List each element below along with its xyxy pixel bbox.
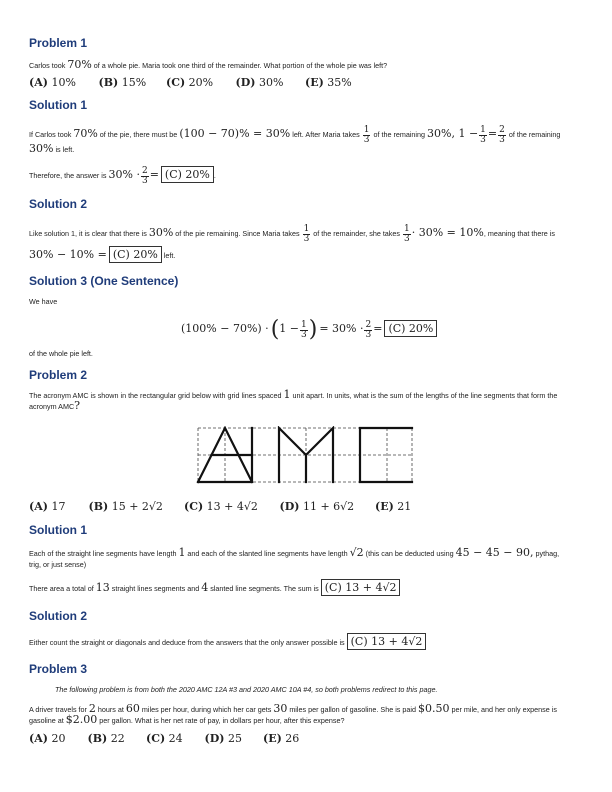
choice-d: (D) 11 + 6√2	[279, 500, 355, 513]
solution-3-display-math: (100% − 70%) · (1 − $\frac{1}{3}$ ) = 30% · $\frac{2}{3}$ = (C) 20%	[181, 314, 437, 345]
p2-solution-2-line: Either count the straight or diagonals and deduce from the answers that the only answer possible is (C) 13 + 4√2	[29, 633, 426, 651]
fraction-two-thirds: $\frac{2}{3}$	[499, 124, 505, 145]
choice-b: (B) 15%	[98, 76, 147, 89]
problem-2-choices	[29, 500, 411, 513]
problem-3-statement-line-2: gasoline at $2.00 per gallon. What is her net rate of pay, in dollars per hour, after this expense?	[29, 713, 345, 726]
choice-b: (B) 15 + 2√2	[88, 500, 163, 513]
choice-a: (A) 20	[29, 732, 66, 745]
choice-b: (B) 22	[87, 732, 125, 745]
problem-1-statement: Carlos took 70% of a whole pie. Maria took one third of the remainder. What portion of the whole pie was left?	[29, 58, 388, 71]
choice-d: (D) 25	[204, 732, 242, 745]
fraction-one-third: $\frac{1}{3}$	[363, 124, 370, 145]
choice-c: (C) 24	[146, 732, 183, 745]
p2-solution-1-line-3: There area a total of 13 straight lines segments and 4 slanted line segments. The sum is (C) 13 + 4√2	[29, 579, 400, 597]
problem-2-statement: The acronym AMC is shown in the rectangular grid below with grid lines spaced 1 unit apart. In units, what is the sum of the lengths of the line segments that form the acronym AMC?	[29, 388, 558, 412]
solution-1-therefore: Therefore, the answer is 30% · $\frac{2}{3}$ = (C) 20% .	[29, 165, 216, 186]
answer-box: (C) 20%	[384, 320, 437, 337]
solution-2-heading: Solution 2	[29, 197, 87, 211]
solution-3-after: of the whole pie left.	[29, 349, 93, 358]
problem-3-choices	[29, 732, 299, 745]
choice-a: (A) 10%	[29, 76, 76, 89]
choice-e: (E) 26	[263, 732, 300, 745]
amc-grid-figure	[196, 426, 414, 484]
solution-1-line-2: 30% is left.	[29, 142, 75, 155]
solution-2-line-1: Like solution 1, it is clear that there is 30% of the pie remaining. Since Maria takes $\frac{1}{3}$ of the remainder, she takes $\frac{1}{3}$ · 30% = 10%, meaning that there is	[29, 223, 555, 244]
choice-c: (C) 20%	[166, 76, 214, 89]
problem-1-choices	[29, 76, 352, 89]
problem-1-heading: Problem 1	[29, 36, 88, 50]
problem-3-note: The following problem is from both the 2020 AMC 12A #3 and 2020 AMC 10A #4, so both problems redirect to this page.	[55, 685, 438, 694]
choice-e: (E) 35%	[305, 76, 352, 89]
answer-box: (C) 20%	[109, 246, 162, 263]
p2-solution-1-line-1: Each of the straight line segments have length 1 and each of the slanted line segments have length √2 (this can be deducted using 45 − 45 − 90, pythag,	[29, 546, 560, 559]
solution-2-line-2: 30% − 10% = (C) 20% left.	[29, 248, 176, 261]
choice-e: (E) 21	[375, 500, 412, 513]
solution-3-heading: Solution 3 (One Sentence)	[29, 274, 179, 288]
choice-d: (D) 30%	[235, 76, 284, 89]
answer-box: (C) 20%	[161, 166, 214, 183]
problem-3-statement-line-1: A driver travels for 2 hours at 60 miles per hour, during which her car gets 30 miles per gallon of gasoline. She is paid $0.50 per mile, and her only expense is	[29, 702, 557, 715]
p2-solution-1-heading: Solution 1	[29, 523, 87, 537]
solution-3-we-have: We have	[29, 297, 58, 306]
answer-box: (C) 13 + 4√2	[321, 579, 401, 596]
answer-box: (C) 13 + 4√2	[347, 633, 427, 650]
choice-c: (C) 13 + 4√2	[184, 500, 258, 513]
solution-1-heading: Solution 1	[29, 98, 87, 112]
solution-1-line-1: If Carlos took 70% of the pie, there must be (100 − 70)% = 30% left. After Maria takes $\frac{1}{3}$ of the remaining 30%, 1 − $\frac{1}{3}$ = $\frac{2}{3}$ of the remaining	[29, 124, 561, 145]
p2-solution-2-heading: Solution 2	[29, 609, 87, 623]
problem-3-heading: Problem 3	[29, 662, 88, 676]
p2-solution-1-line-2: trig, or just sense)	[29, 560, 87, 569]
choice-a: (A) 17	[29, 500, 66, 513]
problem-2-heading: Problem 2	[29, 368, 88, 382]
